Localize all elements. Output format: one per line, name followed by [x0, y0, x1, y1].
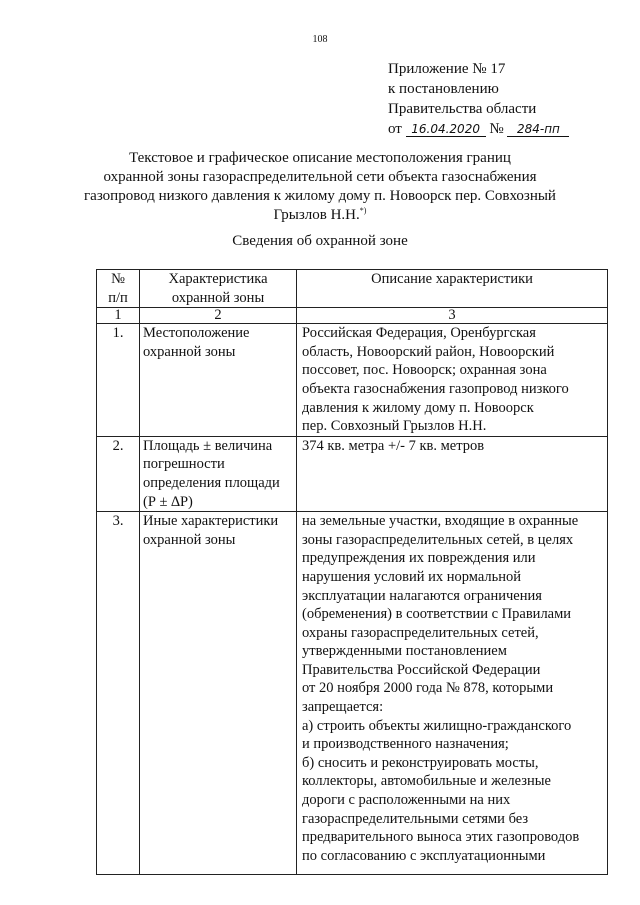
header-number: № п/п	[97, 270, 140, 308]
page-number: 108	[312, 34, 328, 45]
row-number: 2.	[97, 436, 140, 511]
row-description: 374 кв. метра +/- 7 кв. метров	[297, 436, 608, 511]
column-number-3: 3	[297, 308, 608, 324]
row-description: на земельные участки, входящие в охранные зоны газораспределительных сетей, в целях предупреждения их повреждения или нарушения условий их нормальной эксплуатации налагаются ограничения (обременения) в соответствии с Правилами охраны газораспределительных сетей, утвержденными постановлением Правительства Российской Федерации от 20 ноября 2000 года № 878, которыми запрещается: а) строить объекты жилищно-гражданского и производственного назначения; б) сносить и реконструировать мосты, коллекторы, автомобильные и железные дороги с расположенными на них газораспределительными сетями без предварительного выноса этих газопроводов по согласованию с эксплуатационными	[297, 512, 608, 875]
row-number: 1.	[97, 324, 140, 437]
table-row	[97, 512, 608, 875]
row-characteristic: Площадь ± величина погрешности определения площади (Р ± ∆Р)	[140, 436, 297, 511]
table-row	[97, 324, 608, 437]
appendix-line-1: Приложение № 17	[388, 61, 506, 77]
handwritten-date: 16.04.2020	[406, 122, 486, 137]
appendix-line-2: к постановлению	[388, 81, 499, 97]
section-title: Сведения об охранной зоне	[232, 233, 408, 249]
heading-line-3: газопровод низкого давления к жилому дому п. Новоорск пер. Совхозный	[84, 188, 556, 204]
header-description: Описание характеристики	[297, 270, 608, 308]
appendix-block	[388, 59, 628, 139]
table-row	[97, 436, 608, 511]
column-number-2: 2	[140, 308, 297, 324]
heading-owner: Грызлов Н.Н.	[273, 207, 360, 223]
from-label: от	[388, 121, 402, 137]
zone-info-table	[96, 269, 608, 875]
heading-line-4	[70, 206, 570, 225]
appendix-date-line	[388, 119, 628, 139]
number-label: №	[489, 121, 504, 137]
footnote-mark: *)	[359, 206, 367, 215]
heading-line-1: Текстовое и графическое описание местоположения границ	[129, 150, 511, 166]
table-header-row	[97, 270, 608, 308]
document-heading	[70, 149, 570, 225]
row-characteristic: Иные характеристики охранной зоны	[140, 512, 297, 875]
row-description: Российская Федерация, Оренбургская область, Новоорский район, Новоорский поссовет, пос. Новоорск; охранная зона объекта газоснабжения газопровод низкого давления к жилому дому п. Новоорск пер. Совхозный Грызлов Н.Н.	[297, 324, 608, 437]
header-characteristic: Характеристика охранной зоны	[140, 270, 297, 308]
heading-line-2: охранной зоны газораспределительной сети объекта газоснабжения	[103, 169, 537, 185]
column-number-1: 1	[97, 308, 140, 324]
column-number-row	[97, 308, 608, 324]
appendix-line-3: Правительства области	[388, 101, 537, 117]
handwritten-number: 284-пп	[507, 122, 569, 137]
row-number: 3.	[97, 512, 140, 875]
row-characteristic: Местоположение охранной зоны	[140, 324, 297, 437]
